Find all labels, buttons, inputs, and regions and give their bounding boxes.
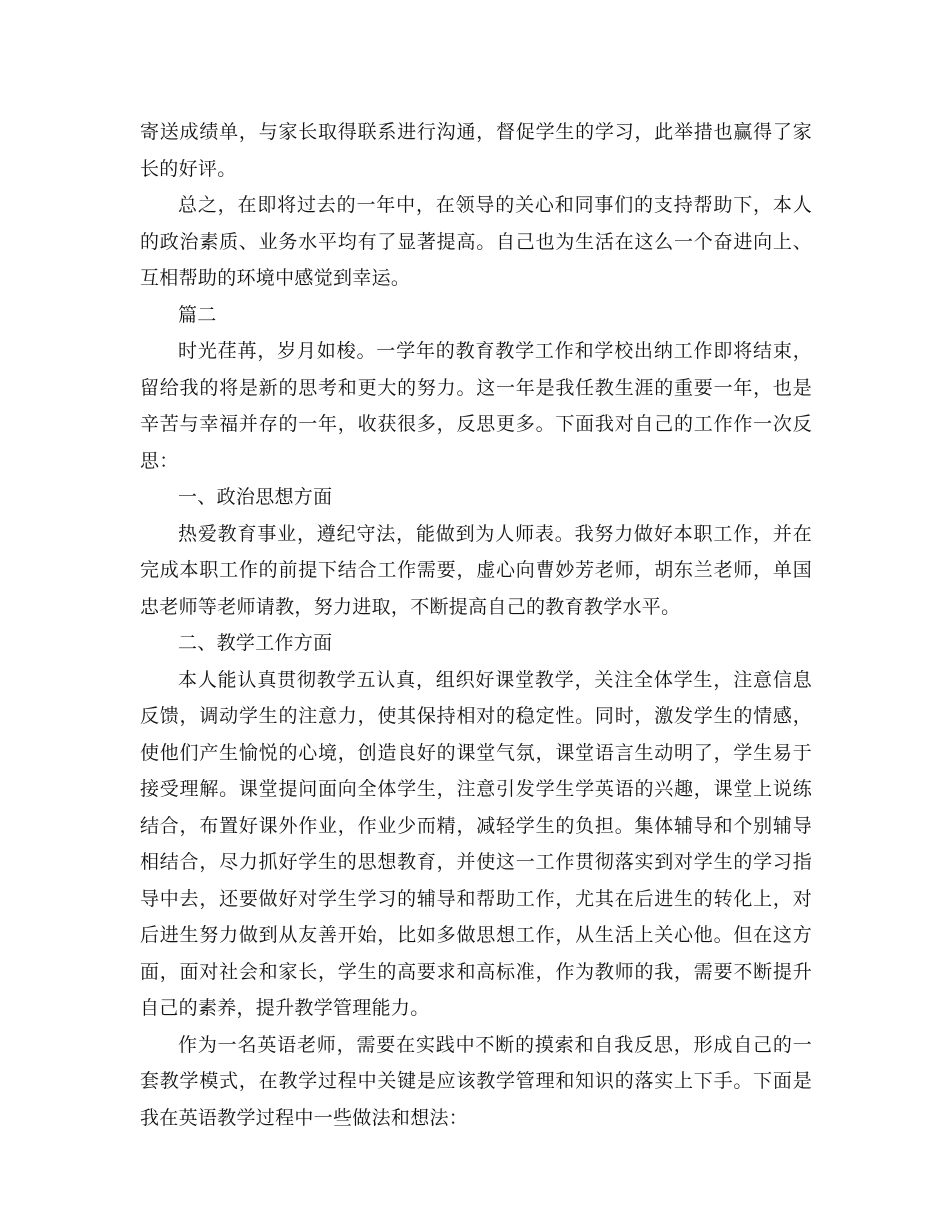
paragraph-summary: 总之，在即将过去的一年中，在领导的关心和同事们的支持帮助下，本人的政治素质、业务水平均有了显著提高。自己也为生活在这么一个奋进向上、互相帮助的环境中感觉到幸运。	[140, 194, 812, 289]
paragraph-intro: 时光荏苒，岁月如梭。一学年的教育教学工作和学校出纳工作即将结束，留给我的将是新的思考和更大的努力。这一年是我任教生涯的重要一年，也是辛苦与幸福并存的一年，收获很多，反思更多。下面我对自己的工作作一次反思：	[140, 340, 812, 472]
heading-political-thought: 一、政治思想方面	[178, 486, 333, 508]
section-heading-part-two: 篇二	[178, 303, 217, 326]
paragraph-english-teacher: 作为一名英语老师，需要在实践中不断的摸索和自我反思，形成自己的一套教学模式，在教学过程中关键是应该教学管理和知识的落实上下手。下面是我在英语教学过程中一些做法和想法：	[140, 1033, 812, 1129]
heading-teaching-work: 二、教学工作方面	[178, 632, 333, 654]
paragraph-teaching-work: 本人能认真贯彻教学五认真，组织好课堂教学，关注全体学生，注意信息反馈，调动学生的注意力，使其保持相对的稳定性。同时，激发学生的情感，使他们产生愉悦的心境，创造良好的课堂气氛，课堂语言生动明了，学生易于接受理解。课堂提问面向全体学生，注意引发学生学英语的兴趣，课堂上说练结合，布置好课外作业，作业少而精，减轻学生的负担。集体辅导和个别辅导相结合，尽力抓好学生的思想教育，并使这一工作贯彻落实到对学生的学习指导中去，还要做好对学生学习的辅导和帮助工作，尤其在后进生的转化上，对后进生努力做到从友善开始，比如多做思想工作，从生活上关心他。但在这方面，面对社会和家长，学生的高要求和高标准，作为教师的我，需要不断提升自己的素养，提升教学管理能力。	[140, 668, 812, 1019]
paragraph-continuation: 寄送成绩单，与家长取得联系进行沟通，督促学生的学习，此举措也赢得了家长的好评。	[140, 121, 812, 180]
document-body	[140, 114, 812, 1136]
paragraph-political-thought: 热爱教育事业，遵纪守法，能做到为人师表。我努力做好本职工作，并在完成本职工作的前提下结合工作需要，虚心向曹妙芳老师，胡东兰老师，单国忠老师等老师请教，努力进取，不断提高自己的教育教学水平。	[140, 522, 812, 618]
